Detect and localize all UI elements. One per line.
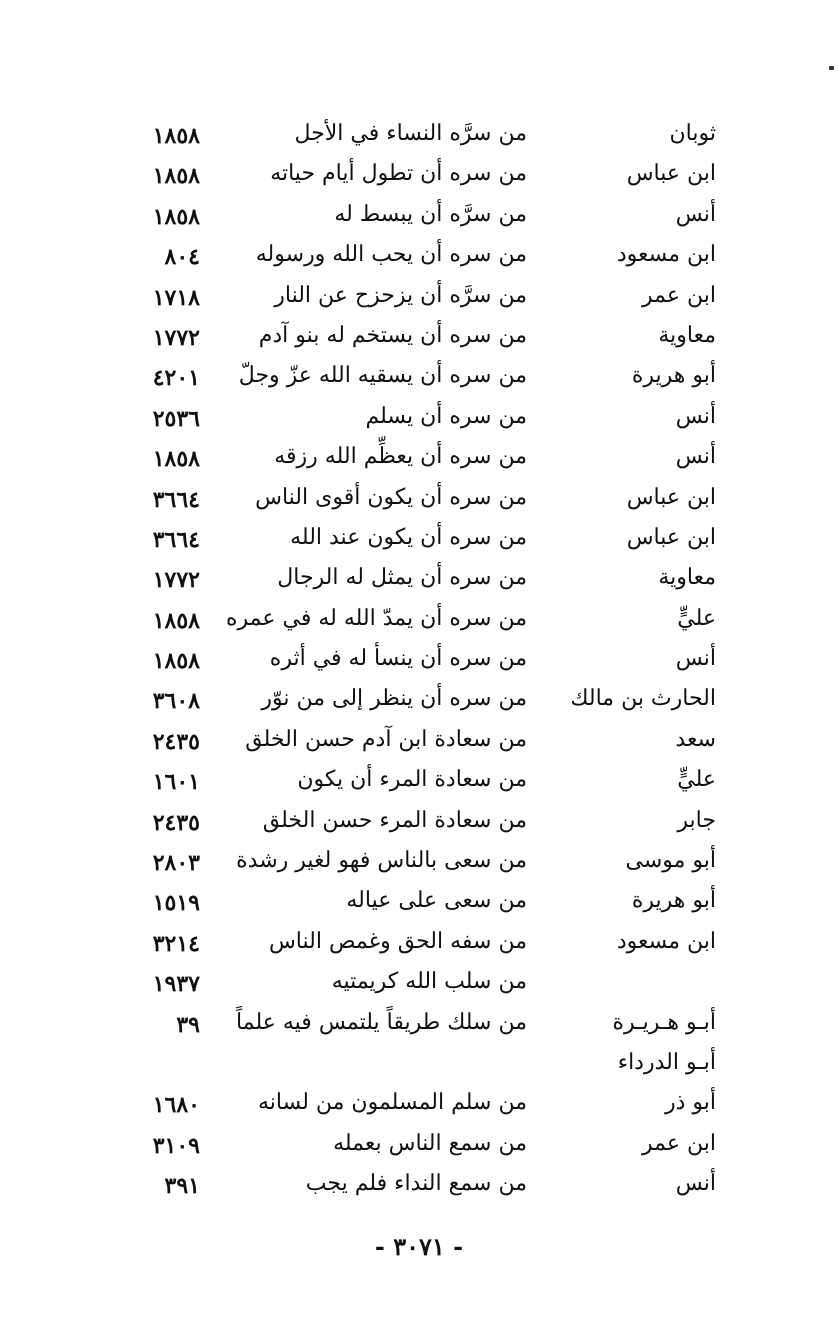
hadith-incipit: من سمع النداء فلم يجب <box>305 1171 527 1197</box>
index-row <box>0 1127 838 1167</box>
hadith-incipit: من سفه الحق وغمص الناس <box>268 928 527 954</box>
hadith-incipit: من سره أن يسلم <box>365 403 527 429</box>
hadith-incipit: من سره أن يسقيه الله عزّ وجلّ <box>238 363 527 389</box>
hadith-number: ٣١٠٩ <box>152 1132 200 1159</box>
hadith-number: ٤٢٠١ <box>152 365 200 392</box>
narrator-name: ابن عباس <box>626 161 716 187</box>
index-row <box>0 1046 838 1086</box>
index-row <box>0 884 838 924</box>
hadith-number: ٣٦٠٨ <box>152 688 200 715</box>
narrator-name: أبو هريرة <box>631 363 716 389</box>
hadith-number: ١٨٥٨ <box>152 163 200 190</box>
index-row <box>0 1167 838 1207</box>
index-row <box>0 319 838 359</box>
hadith-number: ٢٨٠٣ <box>152 850 200 877</box>
hadith-incipit: من سعادة المرء أن يكون <box>297 767 527 793</box>
index-row <box>0 602 838 642</box>
hadith-incipit: من سره أن يكون عند الله <box>290 524 527 550</box>
index-row <box>0 844 838 884</box>
hadith-incipit: من سلك طريقاً يلتمس فيه علماً <box>236 1009 527 1035</box>
hadith-number: ٣٢١٤ <box>152 930 200 957</box>
hadith-incipit: من سره أن يمدّ الله له في عمره <box>226 605 527 631</box>
index-row <box>0 763 838 803</box>
hadith-number: ٣٦٦٤ <box>152 526 200 553</box>
index-list <box>0 117 838 1208</box>
hadith-incipit: من سره أن ينظر إلى من نوّر <box>261 686 527 712</box>
hadith-number: ١٦٠١ <box>152 769 200 796</box>
index-row <box>0 804 838 844</box>
index-row <box>0 682 838 722</box>
narrator-name: ابن عباس <box>626 484 716 510</box>
narrator-name: ابن عباس <box>626 524 716 550</box>
hadith-number: ٨٠٤ <box>164 244 200 271</box>
hadith-incipit: من سره أن تطول أيام حياته <box>270 161 527 187</box>
index-row <box>0 238 838 278</box>
narrator-name: عليٍّ <box>677 605 716 631</box>
hadith-number: ١٧٧٢ <box>152 324 200 351</box>
hadith-incipit: من سره أن يحب الله ورسوله <box>255 242 527 268</box>
hadith-number: ٢٤٣٥ <box>152 809 200 836</box>
hadith-number: ١٨٥٨ <box>152 446 200 473</box>
narrator-name: أنس <box>675 1171 716 1197</box>
narrator-name: أنس <box>675 646 716 672</box>
hadith-number: ١٥١٩ <box>152 890 200 917</box>
narrator-name: جابر <box>677 807 716 833</box>
hadith-number: ١٧٧٢ <box>152 567 200 594</box>
hadith-number: ٢٤٣٥ <box>152 728 200 755</box>
index-row <box>0 561 838 601</box>
narrator-name: معاوية <box>658 322 716 348</box>
index-row <box>0 400 838 440</box>
hadith-incipit: من سره أن يكون أقوى الناس <box>255 484 527 510</box>
index-row <box>0 723 838 763</box>
narrator-name: ابن عمر <box>642 1130 716 1156</box>
narrator-name: أنس <box>675 444 716 470</box>
scan-speck <box>829 66 834 70</box>
hadith-incipit: من سره أن يعظِّم الله رزقه <box>274 444 527 470</box>
narrator-name: ابن مسعود <box>616 928 716 954</box>
narrator-name: سعد <box>675 726 716 752</box>
index-row <box>0 117 838 157</box>
narrator-name: أنس <box>675 201 716 227</box>
hadith-incipit: من سلب الله كريمتيه <box>331 969 527 995</box>
narrator-name: أبو موسى <box>625 848 716 874</box>
index-row <box>0 359 838 399</box>
hadith-number: ١٨٥٨ <box>152 648 200 675</box>
hadith-incipit: من سمع الناس بعمله <box>333 1130 527 1156</box>
narrator-name: أنس <box>675 403 716 429</box>
hadith-number: ١٦٨٠ <box>152 1092 200 1119</box>
narrator-name: ثوبان <box>669 121 716 146</box>
index-row <box>0 521 838 561</box>
index-row <box>0 198 838 238</box>
hadith-incipit: من سره أن ينسأ له في أثره <box>269 646 527 672</box>
hadith-number: ٣٦٦٤ <box>152 486 200 513</box>
index-row <box>0 157 838 197</box>
hadith-incipit: من سره أن يستخم له بنو آدم <box>258 322 527 348</box>
narrator-name: معاوية <box>658 565 716 591</box>
hadith-number: ٣٩ <box>176 1011 200 1038</box>
index-row <box>0 440 838 480</box>
narrator-name: أبو هريرة <box>631 888 716 914</box>
index-row <box>0 1086 838 1126</box>
narrator-name: الحارث بن مالك <box>570 686 716 712</box>
hadith-incipit: من سعادة ابن آدم حسن الخلق <box>245 726 527 752</box>
narrator-name: أبـو هـريـرة <box>612 1009 716 1035</box>
narrator-name: عليٍّ <box>677 767 716 793</box>
narrator-name: أبـو الدرداء <box>617 1049 716 1075</box>
hadith-number: ١٧١٨ <box>152 284 200 311</box>
hadith-incipit: من سعى بالناس فهو لغير رشدة <box>236 848 527 874</box>
index-row <box>0 279 838 319</box>
hadith-incipit: من سعى على عياله <box>346 888 527 914</box>
index-row <box>0 965 838 1005</box>
hadith-number: ٢٥٣٦ <box>152 405 200 432</box>
hadith-number: ١٨٥٨ <box>152 607 200 634</box>
hadith-incipit: من سرَّه النساء في الأجل <box>294 121 527 146</box>
hadith-incipit: من سره أن يمثل له الرجال <box>277 565 527 591</box>
hadith-incipit: من سرَّه أن يبسط له <box>334 201 527 227</box>
index-row <box>0 1006 838 1046</box>
narrator-name: أبو ذر <box>664 1090 716 1116</box>
index-row <box>0 642 838 682</box>
index-row <box>0 481 838 521</box>
narrator-name: ابن عمر <box>642 282 716 308</box>
hadith-number: ١٨٥٨ <box>152 123 200 149</box>
hadith-number: ٣٩١ <box>164 1173 200 1200</box>
page-number: - ٣٠٧١ - <box>374 1232 464 1261</box>
hadith-incipit: من سلم المسلمون من لسانه <box>257 1090 527 1116</box>
hadith-incipit: من سرَّه أن يزحزح عن النار <box>274 282 527 308</box>
hadith-number: ١٨٥٨ <box>152 203 200 230</box>
hadith-number: ١٩٣٧ <box>152 971 200 998</box>
hadith-incipit: من سعادة المرء حسن الخلق <box>262 807 527 833</box>
narrator-name: ابن مسعود <box>616 242 716 268</box>
index-row <box>0 925 838 965</box>
